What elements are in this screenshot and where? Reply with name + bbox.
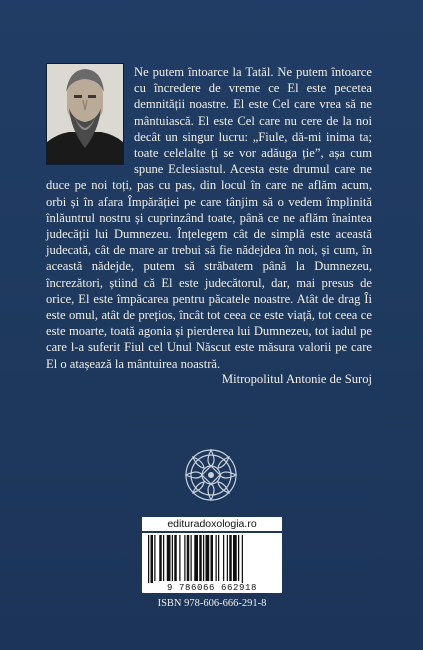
- barcode-bar: [216, 535, 217, 581]
- barcode-bar: [211, 535, 214, 581]
- barcode-bar: [159, 535, 162, 581]
- portrait-spacer: [46, 64, 134, 170]
- barcode-bar: [167, 535, 171, 581]
- barcode-bar: [174, 535, 177, 581]
- barcode-bar: [151, 535, 154, 583]
- publisher-website: edituradoxologia.ro: [142, 517, 282, 531]
- isbn-number: ISBN 978-606-666-291-8: [157, 598, 267, 609]
- author-signature: Mitropolitul Antonie de Suroj: [221, 372, 372, 386]
- ornament-icon: [184, 448, 238, 502]
- barcode-bar: [179, 535, 180, 581]
- barcode-bar: [233, 535, 237, 581]
- barcode-bar: [163, 535, 164, 581]
- barcode-bar: [227, 535, 228, 581]
- barcode-bar: [229, 535, 232, 581]
- back-cover-text: [46, 64, 372, 372]
- barcode-bar: [218, 535, 219, 581]
- barcode-bar: [154, 535, 155, 581]
- barcode-bar: [238, 535, 239, 581]
- back-cover-paragraph: Ne putem întoarce la Tatăl. Ne putem întoarce cu încredere de vreme ce El este pecetea demnității noastre. El este Cel care vrea să ne mântuiască. El este Cel care nu cere de la noi decât un singur lucru: „Fiule, dă-mi inima ta; toate celelalte ți se vor adăuga ție”, așa cum spune Eclesiastul. Acesta este drumul care ne duce pe noi toți, pas cu pas, din locul în care ne aflăm acum, orbi și în afara Împărăției pe care tânjim să o vedem împlinită înlăuntrul nostru și cuprinzând toate, până ce ne aflăm înaintea judecății lui Dumnezeu. Înțelegem cât de simplă este această judecată, cât de mare ar trebui să fie nădejdea în noi, și cum, în această nădejde, putem să străbatem până la Dumnezeu, încrezători, știind că El este judecătorul, dar, mai presus de orice, El este împăcarea pentru păcatele noastre. Atât de drag Îi este omul, atât de prețios, încât tot ceea ce este viață, tot ceea ce este moarte, toată agonia și pierderea lui Dumnezeu, tot iadul pe care l-a suferit Fiul cel Unul Născut este măsura valorii pe care El o atașează la mântuirea noastră.: [46, 65, 372, 371]
- barcode-bar: [199, 535, 202, 581]
- barcode-bar: [206, 535, 210, 581]
- barcode-bars: [142, 535, 282, 583]
- barcode-bar: [242, 535, 243, 583]
- barcode-bar: [187, 535, 190, 581]
- barcode-bar: [194, 535, 198, 581]
- barcode-digits: 9 786066 662918: [166, 583, 257, 593]
- ornament-emblem: [184, 448, 238, 502]
- barcode-bar: [191, 535, 192, 581]
- barcode-bar: [203, 535, 204, 581]
- barcode-bar: [184, 535, 185, 581]
- barcode-bar: [172, 535, 173, 581]
- barcode: [142, 533, 282, 593]
- barcode-bar: [148, 535, 149, 583]
- barcode-bar: [223, 535, 224, 581]
